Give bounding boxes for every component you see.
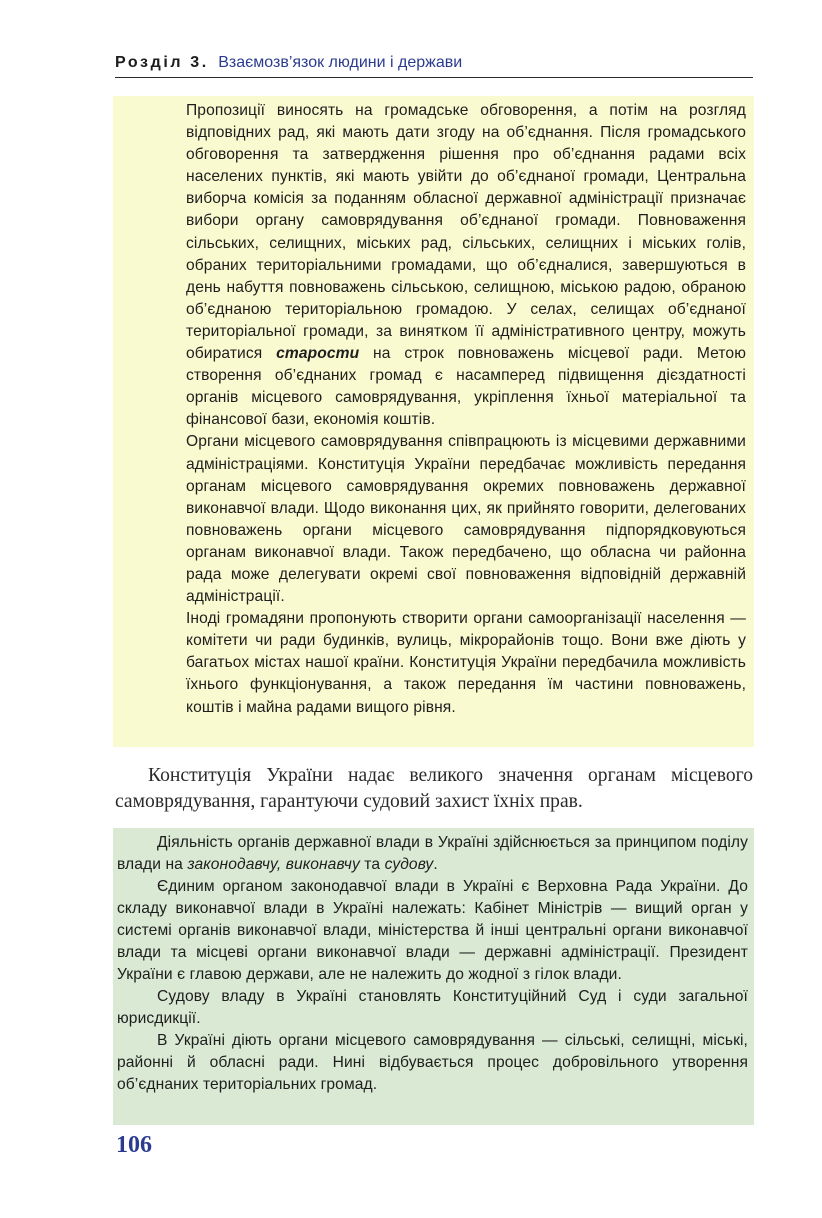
key-term: старости — [276, 345, 360, 363]
running-header — [115, 53, 753, 73]
main-text — [115, 763, 753, 815]
section-title: Взаємозв’язок людини і держави — [218, 54, 463, 71]
header-divider — [115, 77, 753, 78]
summary-paragraph-3: Судову владу в Україні становлять Конституційний Суд і суди загальної юрисдикції. — [117, 988, 748, 1027]
extra-info-paragraph-2: Органи місцевого самоврядування співпрацюють із місцевими державними адміністраціями. Конституція України передбачає можливість передання органам місцевого самоврядування окремих повноважень державної виконавчої влади. Щодо виконання цих, як прийнято говорити, делегованих повноважень органи місцевого самоврядування підпорядковуються органам виконавчої влади. Також передбачено, що обласна чи районна рада може делегувати окремі свої повноваження відповідній державній адміністрації. — [186, 433, 746, 606]
branches-term: законодавчу, виконавчу — [187, 856, 360, 873]
summary-paragraph-2: Єдиним органом законодавчої влади в Україні є Верховна Рада України. До складу виконавчої влади в Україні належать: Кабінет Міністрів — вищий орган у системі органів виконавчої влади, міністерства й інші центральні органи виконавчої влади та місцеві органи виконавчої влади — державні адміністрації. Президент України є главою держави, але не належить до жодної з гілок влади. — [117, 878, 748, 983]
extra-info-box — [113, 96, 754, 747]
summary-paragraph-4: В Україні діють органи місцевого самоврядування — сільські, селищні, міські, районні й обласні ради. Нині відбувається процес добровільного утворення об’єднаних територіальних громад. — [117, 1032, 748, 1093]
summary-text — [117, 832, 748, 1096]
extra-info-text — [186, 100, 746, 719]
summary-paragraph-1: Діяльність органів державної влади в Україні здійснюється за принципом поділу влади на законодавчу, виконавчу та судову. — [117, 834, 748, 873]
extra-info-paragraph-1: Пропозиції виносять на громадське обговорення, а потім на розгляд відповідних рад, які мають дати згоду на об’єднання. Після громадського обговорення та затвердження рішення про об’єднання радами всіх населених пунктів, які мають увійти до об’єднаної громади, Центральна виборча комісія за поданням обласної державної адміністрації призначає вибори органу самоврядування об’єднаної громади. Повноваження сільських, селищних, міських рад, сільських, селищних і міських голів, обраних територіальними громадами, що об’єдналися, завершуються в день набуття повноважень сільською, селищною, міською радою, обраною об’єднаною територіальною громадою. У селах, селищах об’єднаної територіальної громади, за винятком її адміністративного центру, можуть обиратися старости на строк повноважень місцевої ради. Метою створення об’єднаних громад є насамперед підвищення дієздатності органів місцевого самоврядування, укріплення їхньої матеріальної та фінансової бази, економія коштів. — [186, 102, 746, 429]
summary-box — [113, 828, 754, 1125]
judicial-term: судову — [384, 856, 434, 873]
section-label: Розділ 3. — [115, 54, 209, 71]
main-paragraph: Конституція України надає великого значення органам місцевого самоврядування, гарантуючи судовий захист їхніх прав. — [115, 765, 753, 812]
extra-info-paragraph-3: Іноді громадяни пропонують створити органи самоорганізації населення — комітети чи ради будинків, вулиць, мікрорайонів тощо. Вони вже діють у багатьох містах нашої країни. Конституція України передбачила можливість їхнього функціонування, а також передання їм частини повноважень, коштів і майна радами вищого рівня. — [186, 610, 746, 716]
page-number: 106 — [116, 1132, 152, 1158]
